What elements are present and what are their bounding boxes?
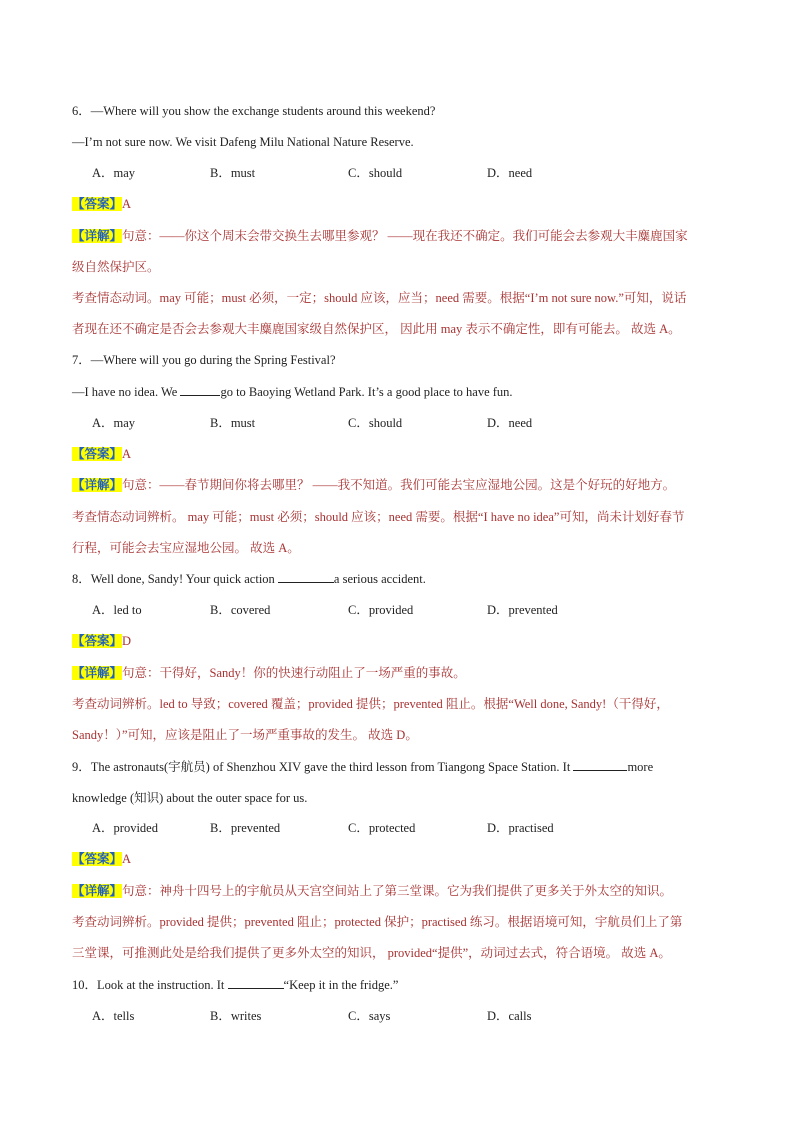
q6-detail-4: 者现在还不确定是否会去参观大丰麋鹿国家级自然保护区， 因此用 may 表示不确定性，即有可能去。 故选 A。	[72, 322, 681, 336]
q7-detail-1	[72, 477, 675, 493]
answer-tag: 【答案】	[72, 634, 123, 648]
q9-detail-3: 三堂课，可推测此处是给我们提供了更多外太空的知识， provided“提供”，动词过去式，符合语境。 故选 A。	[72, 946, 671, 960]
q9-option-a: A．provided	[92, 821, 158, 835]
q8-detail-text-1: 句意：干得好，Sandy！你的快速行动阻止了一场严重的事故。	[122, 666, 466, 680]
q7-option-c: C．should	[348, 416, 403, 430]
q6-detail-1	[72, 228, 688, 244]
q9-stem-after: more	[627, 760, 654, 774]
q8-answer	[72, 633, 131, 649]
q6-answer-value: A	[122, 197, 132, 211]
q9-option-d: D．practised	[487, 821, 554, 835]
q7-answer	[72, 446, 131, 462]
q8-detail-3: Sandy！）”可知，应该是阻止了一场严重事故的发生。 故选 D。	[72, 728, 418, 742]
q8-detail-2: 考查动词辨析。led to 导致；covered 覆盖；provided 提供；prevented 阻止。根据“Well done, Sandy!（干得好，	[72, 697, 669, 711]
q10-stem	[72, 977, 398, 993]
q6-option-a: A．may	[92, 166, 136, 180]
q10-stem-after: “Keep it in the fridge.”	[283, 978, 399, 992]
detail-tag: 【详解】	[72, 229, 123, 243]
q6-option-d: D．need	[487, 166, 533, 180]
q9-option-b: B．prevented	[210, 821, 281, 835]
q8-option-a: A．led to	[92, 603, 142, 617]
q8-detail-1	[72, 665, 466, 681]
q9-detail-text-1: 句意：神舟十四号上的宇航员从天宫空间站上了第三堂课。它为我们提供了更多关于外太空的知识。	[122, 884, 673, 898]
detail-tag: 【详解】	[72, 884, 123, 898]
q7-detail-text-1: 句意：——春节期间你将去哪里？ ——我不知道。我们可能去宝应湿地公园。这是个好玩的好地方。	[122, 478, 676, 492]
q9-answer-value: A	[122, 852, 132, 866]
q10-option-b: B．writes	[210, 1009, 262, 1023]
q9-detail-2: 考查动词辨析。provided 提供；prevented 阻止；protected 保护；practised 练习。根据语境可知，宇航员们上了第	[72, 915, 683, 929]
q8-stem-after: a serious accident.	[333, 572, 426, 586]
q6-reply: —I’m not sure now. We visit Dafeng Milu National Nature Reserve.	[72, 135, 414, 149]
q7-option-d: D．need	[487, 416, 533, 430]
q7-reply-after: go to Baoying Wetland Park. It’s a good place to have fun.	[220, 385, 513, 399]
q9-blank	[573, 759, 627, 771]
answer-tag: 【答案】	[72, 852, 123, 866]
q9-stem-before: 9．The astronauts(宇航员) of Shenzhou XIV gave the third lesson from Tiangong Space Station. It	[72, 760, 574, 774]
q6-detail-2: 级自然保护区。	[72, 260, 160, 274]
detail-tag: 【详解】	[72, 666, 123, 680]
q6-option-c: C．should	[348, 166, 403, 180]
q9-detail-1	[72, 883, 672, 899]
answer-tag: 【答案】	[72, 447, 123, 461]
q8-answer-value: D	[122, 634, 132, 648]
q6-detail-3: 考查情态动词。may 可能；must 必须，一定；should 应该，应当；need 需要。根据“I’m not sure now.”可知，说话	[72, 291, 687, 305]
q9-stem	[72, 759, 653, 775]
q8-stem	[72, 571, 426, 587]
q7-stem: 7．—Where will you go during the Spring Festival?	[72, 353, 336, 367]
q10-option-a: A．tells	[92, 1009, 135, 1023]
detail-tag: 【详解】	[72, 478, 123, 492]
q6-answer	[72, 196, 131, 212]
q10-blank	[228, 977, 284, 989]
q7-detail-2: 考查情态动词辨析。 may 可能；must 必须；should 应该；need 需要。根据“I have no idea”可知，尚未计划好春节	[72, 510, 685, 524]
q10-option-c: C．says	[348, 1009, 391, 1023]
q6-detail-text-1: 句意：——你这个周末会带交换生去哪里参观？ ——现在我还不确定。我们可能会去参观大丰麋鹿国家	[122, 229, 688, 243]
q7-detail-3: 行程，可能会去宝应湿地公园。 故选 A。	[72, 541, 300, 555]
answer-tag: 【答案】	[72, 197, 123, 211]
q7-option-b: B．must	[210, 416, 256, 430]
q10-option-d: D．calls	[487, 1009, 532, 1023]
q8-stem-before: 8．Well done, Sandy! Your quick action	[72, 572, 278, 586]
q7-reply	[72, 384, 513, 400]
q7-blank	[180, 384, 220, 396]
q6-option-b: B．must	[210, 166, 256, 180]
q7-option-a: A．may	[92, 416, 136, 430]
q8-option-c: C．provided	[348, 603, 414, 617]
q7-reply-before: —I have no idea. We	[72, 385, 181, 399]
q9-option-c: C．protected	[348, 821, 416, 835]
q7-answer-value: A	[122, 447, 132, 461]
q9-stem-2: knowledge (知识) about the outer space for us.	[72, 791, 308, 805]
q8-blank	[278, 571, 334, 583]
q10-stem-before: 10．Look at the instruction. It	[72, 978, 228, 992]
q8-option-d: D．prevented	[487, 603, 558, 617]
q8-option-b: B．covered	[210, 603, 271, 617]
q6-stem: 6．—Where will you show the exchange students around this weekend?	[72, 104, 436, 118]
q9-answer	[72, 851, 131, 867]
